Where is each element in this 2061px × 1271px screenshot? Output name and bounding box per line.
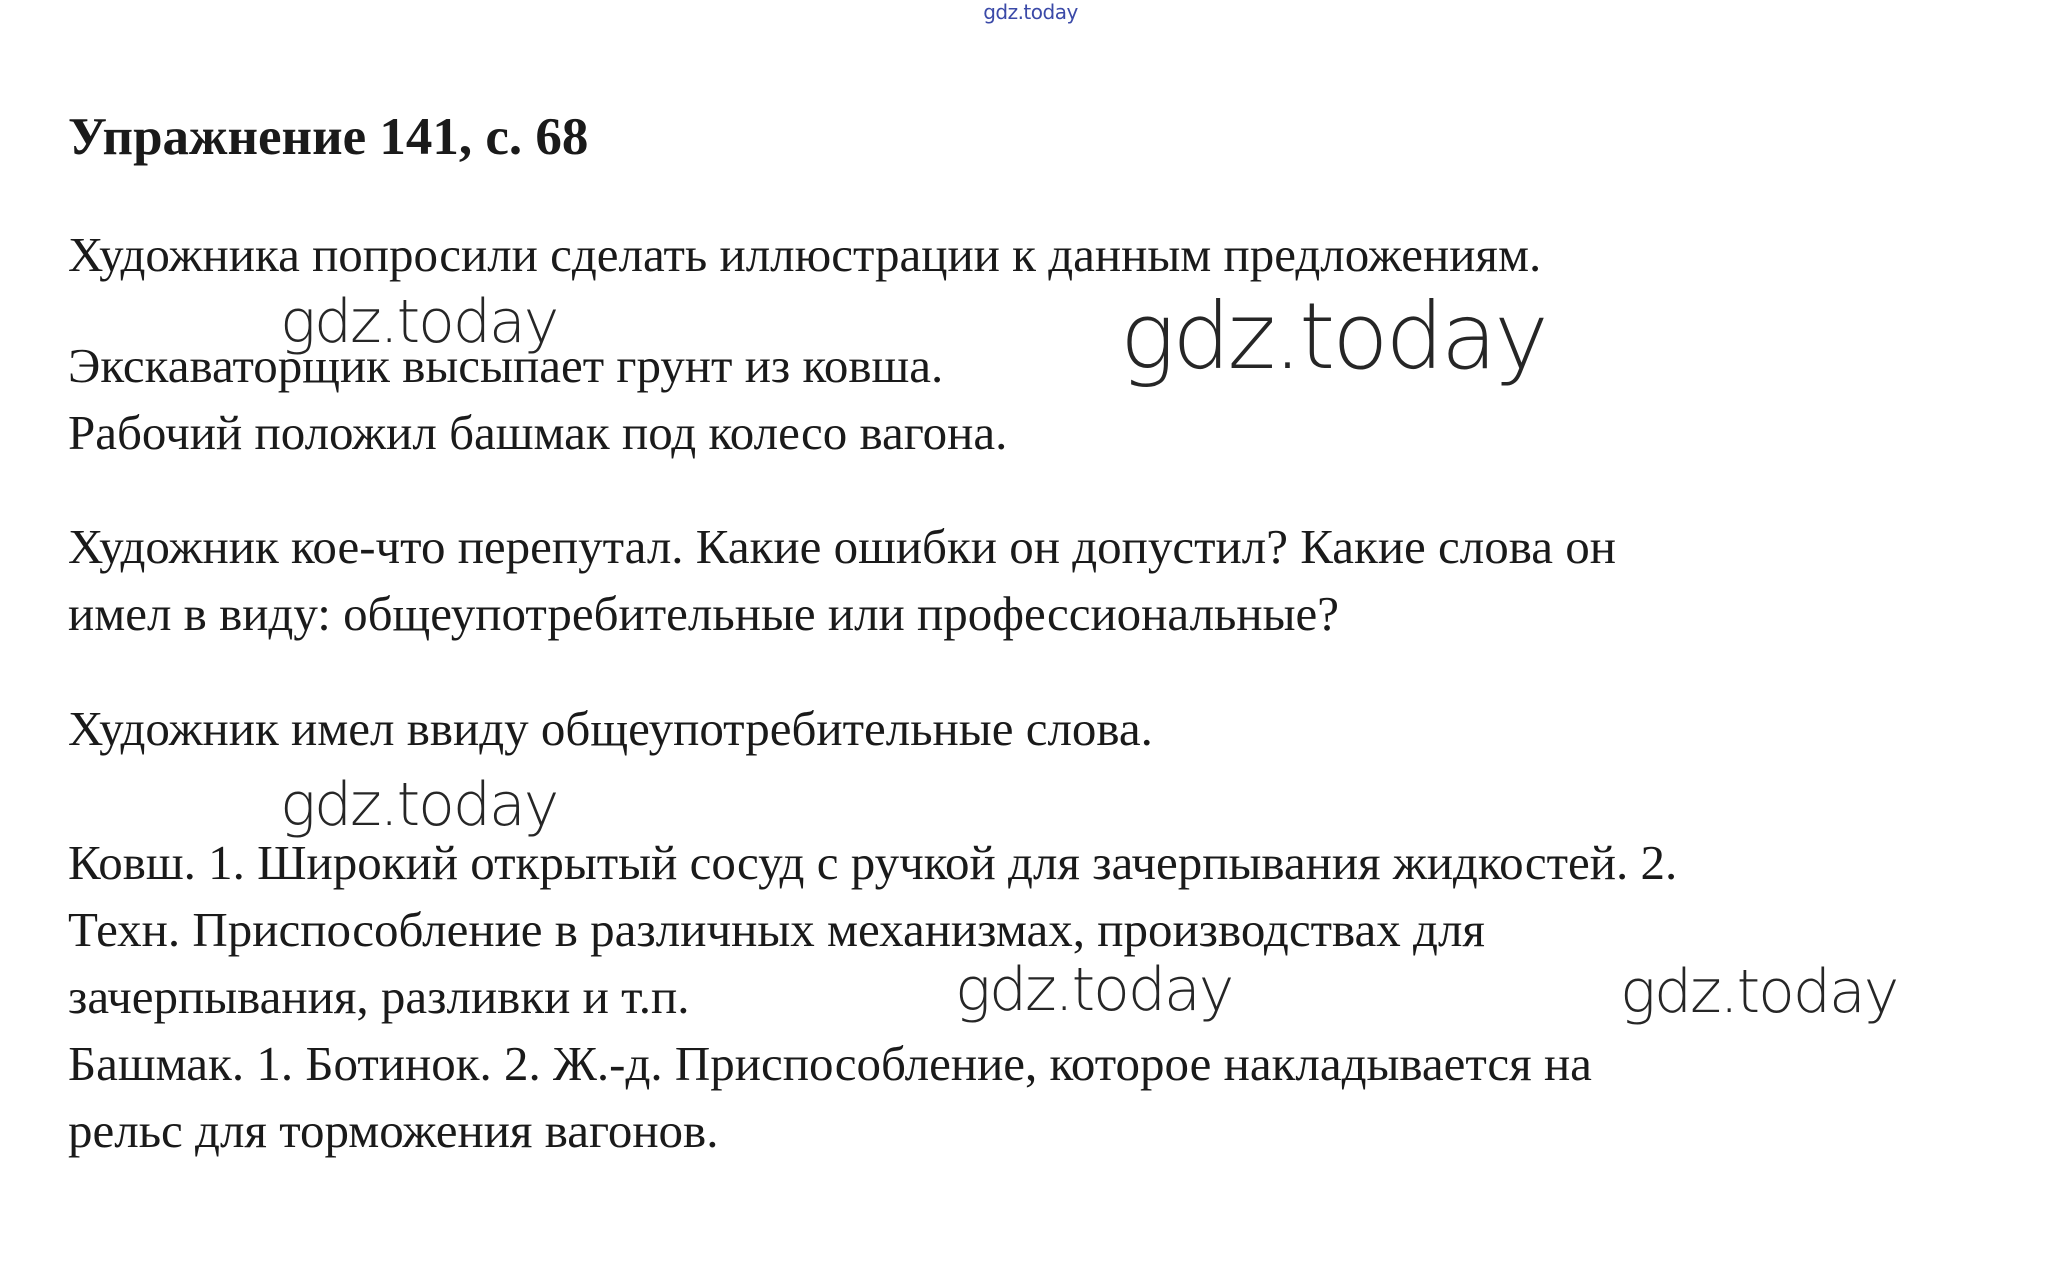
task-line-2: Экскаваторщик высыпает грунт из ковша.	[68, 338, 944, 393]
definition-line-5: рельс для торможения вагонов.	[68, 1103, 719, 1158]
definition-line-1: Ковш. 1. Широкий открытый сосуд с ручкой для зачерпывания жидкостей. 2.	[68, 835, 1678, 890]
definition-line-3: зачерпывания, разливки и т.п.	[68, 969, 690, 1024]
task-line-3: Рабочий положил башмак под колесо вагона.	[68, 405, 1008, 460]
question-line-2: имел в виду: общеупотребительные или профессиональные?	[68, 586, 1340, 641]
watermark-1: gdz.today	[280, 287, 558, 357]
header-watermark: gdz.today	[983, 0, 1078, 24]
definition-line-4: Башмак. 1. Ботинок. 2. Ж.-д. Приспособление, которое накладывается на	[68, 1036, 1592, 1091]
watermark-5: gdz.today	[1620, 957, 1898, 1027]
exercise-title: Упражнение 141, с. 68	[68, 108, 589, 166]
watermark-4: gdz.today	[955, 955, 1233, 1025]
task-line-1: Художника попросили сделать иллюстрации к данным предложениям.	[68, 227, 1542, 282]
watermark-2: gdz.today	[1120, 283, 1546, 390]
question-line-1: Художник кое-что перепутал. Какие ошибки он допустил? Какие слова он	[68, 519, 1616, 574]
watermark-3: gdz.today	[280, 770, 558, 840]
answer-line-1: Художник имел ввиду общеупотребительные слова.	[68, 701, 1153, 756]
definition-line-2: Техн. Приспособление в различных механизмах, производствах для	[68, 902, 1485, 957]
